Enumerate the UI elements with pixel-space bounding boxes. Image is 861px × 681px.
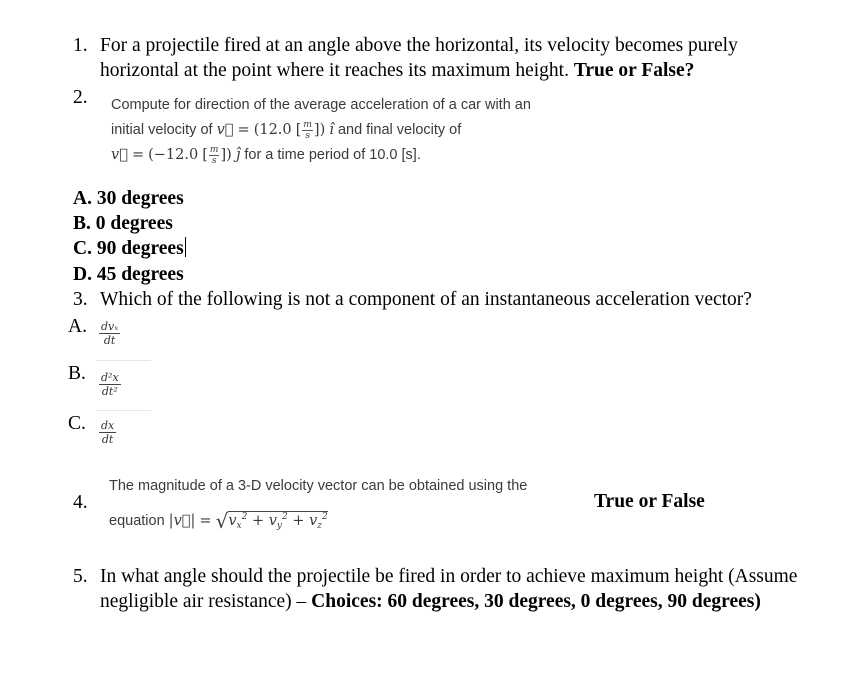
q1-line2-text: horizontal at the point where it reaches its maximum height. bbox=[100, 60, 574, 81]
vector-v-symbol: v⃗ bbox=[111, 147, 128, 163]
q1-line2 bbox=[100, 58, 694, 83]
q3-option-c-fraction: $\frac{dx}{dt}$ bbox=[101, 419, 115, 446]
q4-answer: True or False bbox=[594, 491, 705, 512]
q1-line1: For a projectile fired at an angle above the horizontal, its velocity becomes purely bbox=[100, 35, 738, 56]
q2-suffix: and final velocity of bbox=[337, 122, 462, 138]
q5-line2-text: negligible air resistance) – bbox=[100, 591, 312, 612]
q2-image-line1: Compute for direction of the average acceleration of a car with an bbox=[111, 97, 531, 113]
q2-choice-c: C. 90 degrees bbox=[73, 238, 184, 259]
unit-vector-i: î bbox=[329, 122, 334, 138]
divider bbox=[96, 360, 151, 361]
text-cursor bbox=[185, 237, 186, 257]
q5-number: 5. bbox=[73, 566, 88, 587]
q2-final-value: (−12.0 bbox=[148, 147, 199, 163]
q4-number: 4. bbox=[73, 492, 88, 513]
q2-number: 2. bbox=[73, 87, 88, 108]
vector-v-symbol: v⃗ bbox=[216, 122, 234, 138]
q1-true-false: True or False? bbox=[573, 60, 695, 81]
q2-choice-b: B. 0 degrees bbox=[73, 213, 173, 234]
q3-text: Which of the following is not a component of an instantaneous acceleration vector? bbox=[100, 289, 752, 310]
q2-choice-d: D. 45 degrees bbox=[73, 264, 184, 285]
q3-option-b-label: B. bbox=[68, 363, 86, 384]
q2-choice-a: A. 30 degrees bbox=[73, 188, 184, 209]
q5-line2 bbox=[100, 589, 761, 614]
unit-vector-j: ĵ bbox=[235, 147, 241, 163]
q4-equation-label: equation bbox=[109, 513, 165, 529]
q5-choices: Choices: 60 degrees, 30 degrees, 0 degrees, 90 degrees) bbox=[311, 591, 761, 612]
q2-prefix: initial velocity of bbox=[111, 122, 213, 138]
q3-option-c-label: C. bbox=[68, 413, 86, 434]
q4-image bbox=[109, 474, 569, 539]
q4-image-line2: equation |v⃗| = $√v_x^2 + v_y^2 + v_z^2$ bbox=[109, 509, 328, 533]
q3-option-a-label: A. bbox=[68, 316, 87, 337]
q4-image-line1: The magnitude of a 3-D velocity vector can be obtained using the bbox=[109, 478, 528, 494]
divider bbox=[96, 410, 151, 411]
q3-option-b-fraction: $\frac{\text{d²x}}{\text{dt²}}$ bbox=[101, 371, 119, 398]
q2-time: for a time period of 10.0 [s]. bbox=[244, 147, 421, 163]
q2-image bbox=[111, 93, 581, 168]
q2-image-line3: v⃗ = (−12.0 [ $\frac{m}{s}$ ]) ĵ for a time period of 10.0 [s]. bbox=[111, 144, 421, 166]
q3-option-a-fraction: dvₓ dt bbox=[101, 320, 119, 347]
q1-number: 1. bbox=[73, 35, 88, 56]
q5-line1: In what angle should the projectile be fired in order to achieve maximum height (Assume bbox=[100, 566, 798, 587]
q2-initial-value: (12.0 bbox=[253, 122, 292, 138]
q2-image-line2: initial velocity of v⃗ = (12.0 [ $\frac{m}{s}$ ]) î and final velocity of bbox=[111, 119, 462, 141]
q3-number: 3. bbox=[73, 289, 88, 310]
